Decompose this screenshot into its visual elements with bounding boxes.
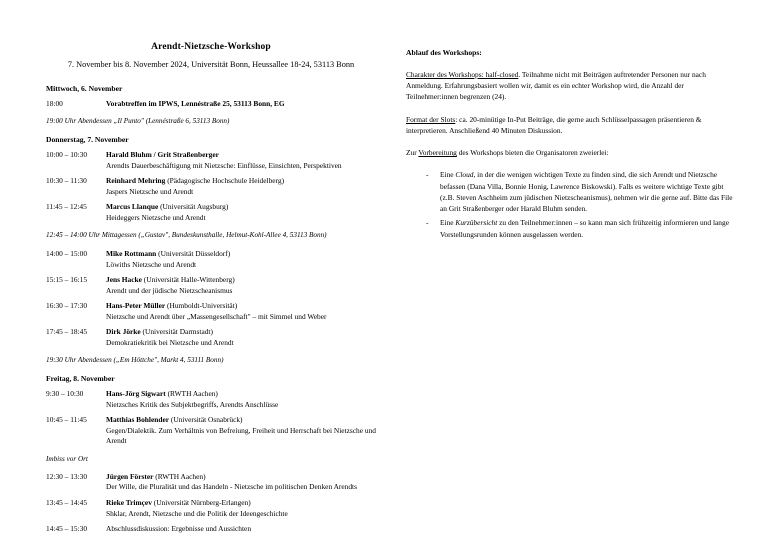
session-affiliation: (RWTH Aachen): [153, 471, 206, 481]
session-speaker: Hans-Jörg Sigwart: [106, 389, 166, 399]
session-row: [46, 524, 376, 535]
session-speaker: Marcus Llanque: [106, 202, 159, 212]
session-list: [46, 249, 376, 348]
session-body: [106, 524, 376, 535]
session-row: [46, 415, 376, 447]
paragraph-vorbereitung: [406, 147, 736, 158]
session-list: [46, 150, 376, 223]
session-body: [106, 301, 376, 322]
program-column: [46, 42, 376, 540]
bullet-pre: Eine: [440, 218, 456, 228]
session-time: 11:45 – 12:45: [46, 202, 87, 212]
session-list: [46, 472, 376, 535]
session-row: [46, 327, 376, 348]
session-note-dinner: 19:30 Uhr Abendessen („Em Höttche", Markt 4, 53111 Bonn): [46, 356, 224, 365]
day-block-mittwoch: [46, 84, 376, 126]
session-speaker: Vorabtreffen im IPWS, Lennéstraße 25, 53113 Bonn, EG: [106, 98, 285, 108]
session-time: 10:00 – 10:30: [46, 150, 88, 160]
session-body: [106, 202, 376, 223]
session-row: [46, 275, 376, 296]
workshop-info-column: [406, 48, 736, 243]
session-body: [106, 389, 376, 410]
session-body: [106, 415, 376, 447]
session-note-imbiss: Imbiss vor Ort: [46, 454, 88, 463]
paragraph-lead: Charakter des Workshops: half-closed: [406, 69, 519, 79]
session-row: [46, 99, 376, 110]
session-time: 12:30 – 13:30: [46, 471, 88, 481]
session-speaker: Reinhard Mehring: [106, 176, 166, 186]
session-speaker: Matthias Bohlender: [106, 415, 170, 425]
session-speaker: Jens Hacke: [106, 275, 142, 285]
session-time: 14:00 – 15:00: [46, 249, 88, 259]
day-block-donnerstag: [46, 135, 376, 365]
bullet-post: zu den Teilnehmer:innen – so kann man sich frühzeitig informieren und lange Vorstellungsrunden können ausgelassen werden.: [440, 218, 729, 239]
session-affiliation: (Universität Osnabrück): [169, 415, 243, 425]
session-body: [106, 150, 376, 171]
section-heading-ablauf: Ablauf des Workshops:: [406, 48, 482, 57]
session-affiliation: (Universität Darmstadt): [140, 327, 213, 337]
list-item-text: [440, 217, 736, 240]
paragraph-format: [406, 114, 736, 137]
session-body: [106, 99, 376, 110]
session-row: [46, 389, 376, 410]
bullet-italic-term: Kurzübersicht: [455, 218, 498, 228]
session-row: [46, 301, 376, 322]
session-body: [106, 249, 376, 270]
bullet-marker-icon: -: [426, 218, 429, 228]
session-row: [46, 249, 376, 270]
session-body: [106, 176, 376, 197]
bullet-post: , in der die wenigen wichtigen Texte zu finden sind, die sich Arendt und Nietzsche befassen (Dana Villa, Bonnie Honig, Lawrence Biskowski). Falls es weitere wichtige Texte gibt (z.B. Steven Aschheim zum jüdischen Nietzscheanismus), nehmen wir die gerne auf. Bitte das File an Grit Straßenberger oder Harald Bluhm senden.: [440, 170, 733, 214]
day-heading: Mittwoch, 6. November: [46, 83, 123, 93]
session-speaker: Jürgen Förster: [106, 471, 154, 481]
day-block-freitag: [46, 374, 376, 534]
session-title: Der Wille, die Pluralität und das Handeln - Nietzsche im politischen Denken Arendts: [106, 482, 357, 492]
session-row: [46, 472, 376, 493]
paragraph-lead: Format der Slots: [406, 114, 456, 124]
session-body: [106, 472, 376, 493]
session-affiliation: (Universität Halle-Wittenberg): [141, 275, 235, 285]
session-time: 16:30 – 17:30: [46, 301, 88, 311]
session-title: Nietzsche und Arendt über „Massengesellschaft" – mit Simmel und Weber: [106, 311, 327, 321]
session-speaker: Rieke Trimçev: [106, 497, 152, 507]
session-title: Demokratiekritik bei Nietzsche und Arendt: [106, 337, 234, 347]
session-speaker: Harald Bluhm / Grit Straßenberger: [106, 150, 219, 160]
session-title: Jaspers Nietzsche und Arendt: [106, 186, 194, 196]
session-time: 13:45 – 14:45: [46, 497, 88, 507]
session-title: Löwiths Nietzsche und Arendt: [106, 259, 197, 269]
list-item-text: [440, 169, 736, 214]
session-body: [106, 327, 376, 348]
page-subtitle: 7. November bis 8. November 2024, Universität Bonn, Heussallee 18-24, 53113 Bonn: [67, 60, 355, 70]
intro-underline: Vorbereitung: [418, 148, 457, 158]
session-time: 9:30 – 10:30: [46, 389, 84, 399]
bullet-pre: Eine: [440, 170, 456, 180]
day-heading: Donnerstag, 7. November: [46, 135, 129, 145]
session-affiliation: (Universität Augsburg): [158, 202, 229, 212]
session-title: Gegen/Dialektik. Zum Verhältnis von Befreiung, Freiheit und Herrschaft bei Nietzsche und Arendt: [106, 425, 376, 446]
session-affiliation: (Universität Nürnberg-Erlangen): [151, 497, 251, 507]
session-list: [46, 99, 376, 110]
page-title: Arendt-Nietzsche-Workshop: [151, 42, 271, 52]
session-title: Shklar, Arendt, Nietzsche und die Politik der Ideengeschichte: [106, 508, 288, 518]
session-row: [46, 202, 376, 223]
paragraph-charakter: [406, 69, 736, 103]
session-affiliation: (Pädagogische Hochschule Heidelberg): [165, 176, 285, 186]
session-time: 10:30 – 11:30: [46, 176, 87, 186]
session-affiliation: (Humboldt-Universität): [165, 301, 238, 311]
session-speaker: Hans-Peter Müller: [106, 301, 166, 311]
intro-suffix: des Workshops bieten die Organisatoren zweierlei:: [456, 148, 609, 158]
session-affiliation: (RWTH Aachen): [165, 389, 218, 399]
session-note-lunch: 12:45 – 14:00 Uhr Mittagessen („Gustav", Bundeskunsthalle, Helmut-Kohl-Allee 4, 53113 Bonn): [46, 231, 327, 240]
session-body: [106, 275, 376, 296]
session-row: [46, 150, 376, 171]
paragraph-rest: : ca. 20-minütige In-Put Beiträge, die gerne auch Schlüsselpassagen präsentieren & interpretieren. Anschließend 40 Minuten Diskussion.: [406, 114, 702, 135]
session-time: 14:45 – 15:30: [46, 524, 88, 534]
session-time: 18:00: [46, 98, 63, 108]
session-row: [46, 498, 376, 519]
session-speaker: Mike Rottmann: [106, 249, 157, 259]
session-time: 10:45 – 11:45: [46, 415, 87, 425]
bullet-list: [406, 169, 736, 240]
session-title: Heideggers Nietzsche und Arendt: [106, 212, 206, 222]
session-title: Nietzsches Kritik des Subjektbegriffs, Arendts Anschlüsse: [106, 399, 279, 409]
session-time: 17:45 – 18:45: [46, 327, 88, 337]
paragraph-rest: . Teilnahme nicht mit Beiträgen auftretender Personen nur nach Anmeldung. Erfahrungsbasiert wollen wir, damit es ein echter Workshop wird, die Anzahl der Teilnehmer:innen begrenzen (24).: [406, 69, 706, 102]
day-heading: Freitag, 8. November: [46, 374, 115, 384]
bullet-italic-term: Cloud: [455, 170, 474, 180]
session-speaker: Dirk Jörke: [106, 327, 141, 337]
session-note-dinner: 19:00 Uhr Abendessen „Il Punto" (Lennéstraße 6, 53113 Bonn): [46, 117, 230, 126]
session-affiliation: (Universität Düsseldorf): [156, 249, 231, 259]
bullet-marker-icon: -: [426, 170, 429, 180]
session-title: Arendt und der jüdische Nietzscheanismus: [106, 285, 233, 295]
session-title: Arendts Dauerbeschäftigung mit Nietzsche: Einflüsse, Einsichten, Perspektiven: [106, 160, 342, 170]
spacer: [46, 71, 376, 84]
session-list: [46, 389, 376, 447]
session-title: Abschlussdiskussion: Ergebnisse und Aussichten: [106, 524, 252, 534]
list-item: [406, 169, 736, 214]
session-time: 15:15 – 16:15: [46, 275, 88, 285]
session-row: [46, 176, 376, 197]
intro-prefix: Zur: [406, 148, 419, 158]
list-item: [406, 217, 736, 240]
session-body: [106, 498, 376, 519]
